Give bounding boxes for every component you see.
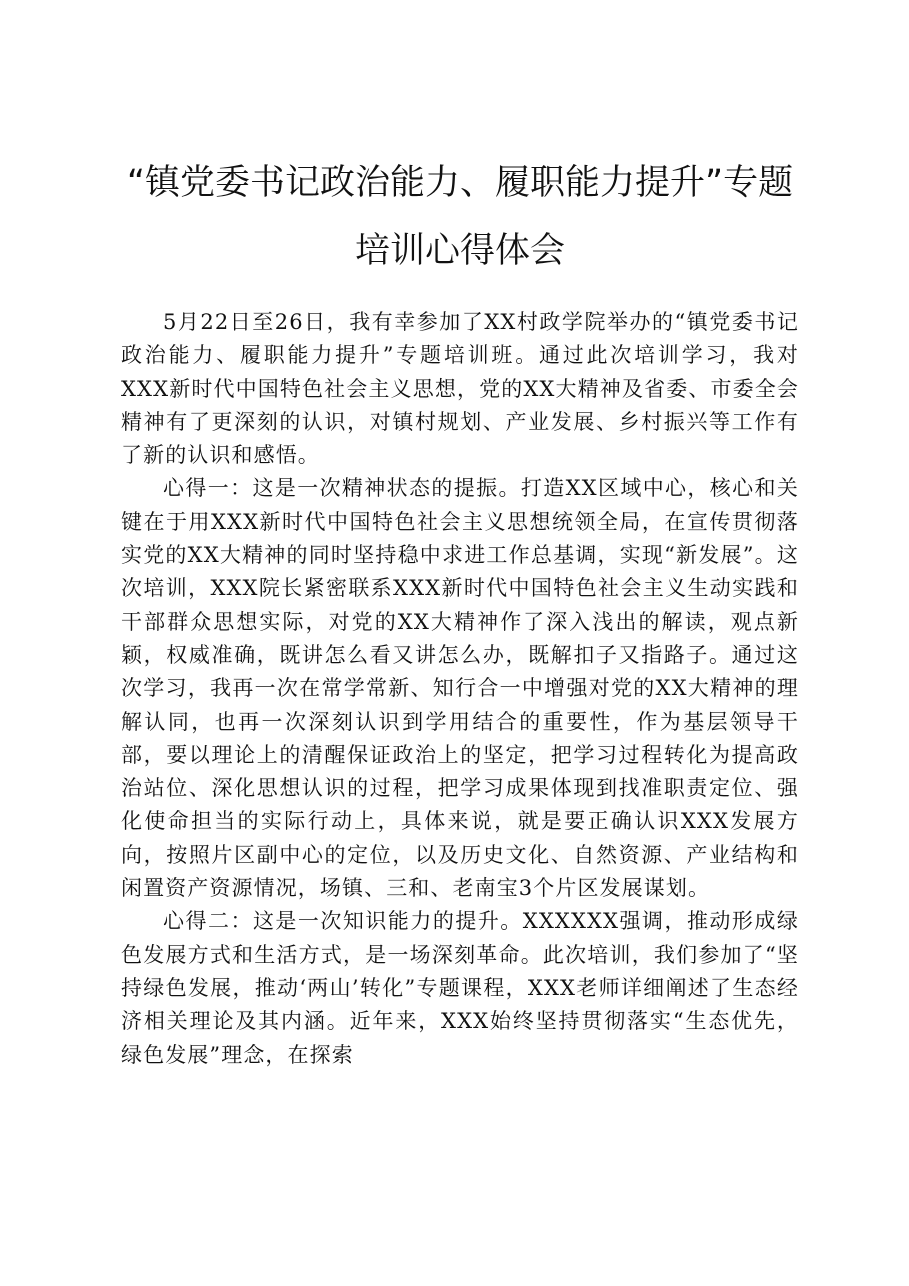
document-title-line-1: “镇党委书记政治能力、履职能力提升”专题 bbox=[126, 163, 794, 203]
paragraph-insight-two: 心得二：这是一次知识能力的提升。XXXXXX强调，推动形成绿色发展方式和生活方式，是一场深刻革命。此次培训，我们参加了“坚持绿色发展，推动‘两山’转化”专题课程，XXX老师详细阐述了生态经济相关理论及其内涵。近年来，XXX始终坚持贯彻落实“生态优先，绿色发展”理念，在探索 bbox=[121, 909, 799, 1067]
document-body bbox=[121, 306, 799, 1072]
document-title-line-2: 培训心得体会 bbox=[354, 231, 565, 271]
paragraph-insight-one: 心得一：这是一次精神状态的提振。打造XX区域中心，核心和关键在于用XXX新时代中国特色社会主义思想统领全局，在宣传贯彻落实党的XX大精神的同时坚持稳中求进工作总基调，实现“新发展”。这次培训，XXX院长紧密联系XXX新时代中国特色社会主义生动实践和干部群众思想实际，对党的XX大精神作了深入浅出的解读，观点新颖，权威准确，既讲怎么看又讲怎么办，既解扣子又指路子。通过这次学习，我再一次在常学常新、知行合一中增强对党的XX大精神的理解认同，也再一次深刻认识到学用结合的重要性，作为基层领导干部，要以理论上的清醒保证政治上的坚定，把学习过程转化为提高政治站位、深化思想认识的过程，把学习成果体现到找准职责定位、强化使命担当的实际行动上，具体来说，就是要正确认识XXX发展方向，按照片区副中心的定位，以及历史文化、自然资源、产业结构和闲置资产资源情况，场镇、三和、老南宝3个片区发展谋划。 bbox=[121, 476, 799, 901]
paragraph-intro: 5月22日至26日，我有幸参加了XX村政学院举办的“镇党委书记政治能力、履职能力提升”专题培训班。通过此次培训学习，我对XXX新时代中国特色社会主义思想，党的XX大精神及省委、市委全会精神有了更深刻的认识，对镇村规划、产业发展、乡村振兴等工作有了新的认识和感悟。 bbox=[121, 310, 799, 468]
